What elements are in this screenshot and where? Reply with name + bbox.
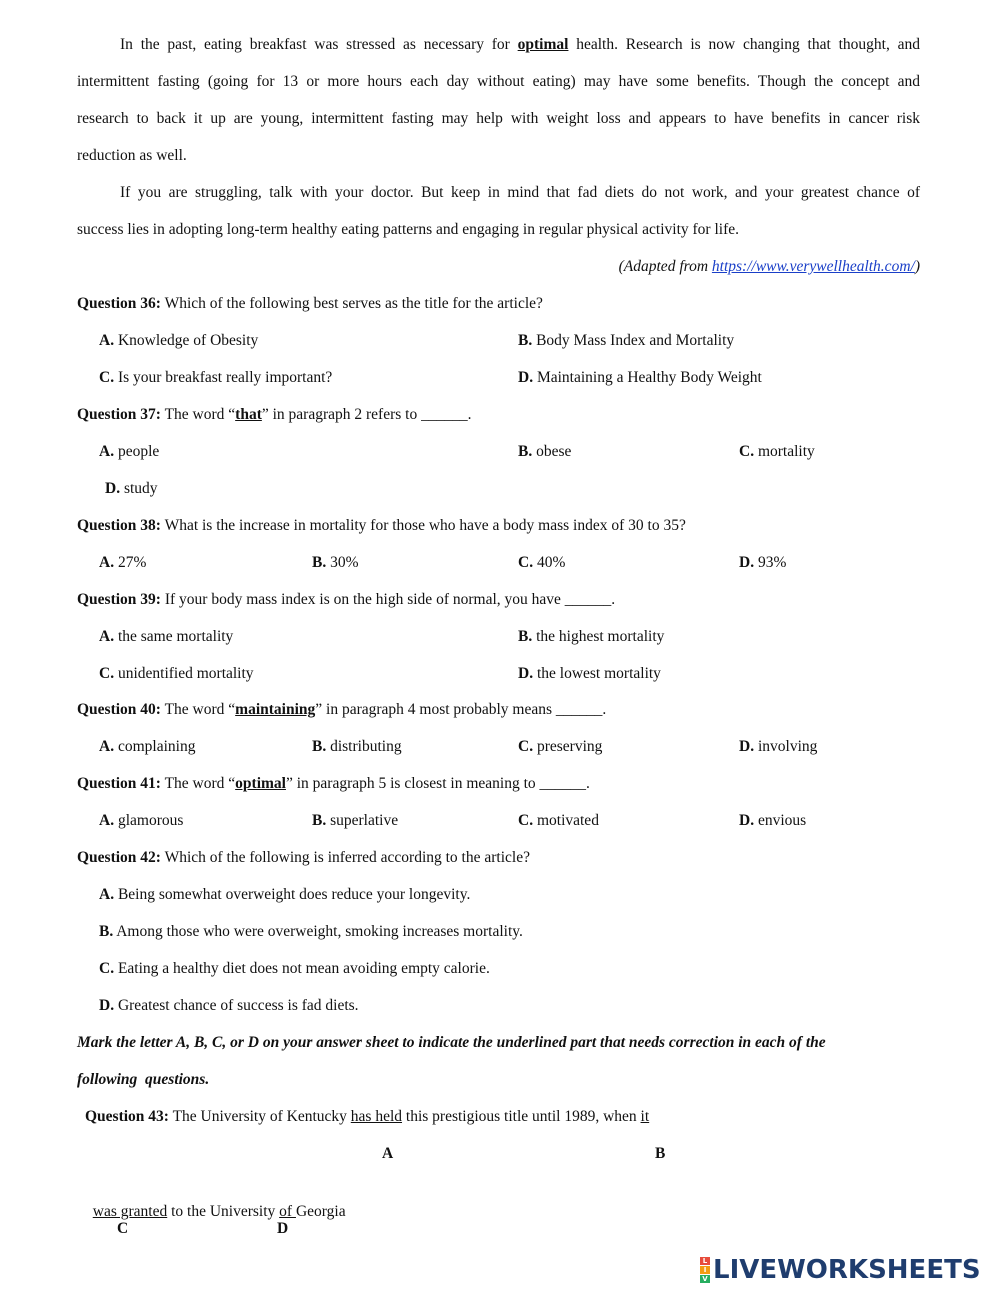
question-label: Question 43: [85, 1108, 169, 1125]
q36-option-a[interactable] [99, 331, 258, 351]
source-prefix: (Adapted from [618, 258, 712, 275]
question-stem: ” in paragraph 2 refers to ______. [261, 406, 472, 423]
option-letter: C. [518, 738, 534, 755]
q37-option-b[interactable] [518, 442, 571, 462]
q40-option-c[interactable] [518, 737, 602, 757]
passage-p6-line2: success lies in adopting long-term healthy eating patterns and engaging in regular physical activity for life. [77, 221, 739, 238]
logo-blocks-icon [700, 1257, 710, 1283]
option-letter: A. [99, 554, 115, 571]
option-text: involving [754, 738, 818, 755]
option-text: mortality [754, 443, 815, 460]
passage-p6-line1: If you are struggling, talk with your doctor. But keep in mind that fad diets do not work, and your greatest chance of [120, 184, 920, 201]
question-43-line2 [85, 1182, 346, 1222]
q41-option-b[interactable] [312, 811, 398, 831]
logo-block: L [700, 1257, 710, 1265]
q43-underlined-d[interactable]: of [279, 1203, 296, 1220]
question-stem: this prestigious title until 1989, when [402, 1108, 641, 1125]
option-text: Knowledge of Obesity [114, 332, 259, 349]
q43-mark-b: B [655, 1145, 666, 1162]
question-41 [77, 774, 590, 794]
question-keyword: maintaining [235, 701, 316, 718]
question-stem: If your body mass index is on the high side of normal, you have ______. [160, 591, 616, 608]
option-letter: D. [518, 665, 534, 682]
q40-option-d[interactable] [739, 737, 817, 757]
option-letter: A. [99, 738, 115, 755]
section-instruction-line1: Mark the letter A, B, C, or D on your answer sheet to indicate the underlined part that needs correction in each of the [77, 1034, 826, 1051]
option-letter: B. [99, 923, 114, 940]
option-text: Is your breakfast really important? [114, 369, 333, 386]
question-stem: Which of the following best serves as the title for the article? [160, 295, 543, 312]
option-text: 27% [114, 554, 147, 571]
passage-p5-line1 [120, 35, 920, 55]
question-stem: The word “ [160, 775, 236, 792]
q38-option-d[interactable] [739, 553, 786, 573]
q38-option-c[interactable] [518, 553, 565, 573]
q39-option-c[interactable] [99, 664, 254, 684]
option-text: 93% [754, 554, 787, 571]
q40-option-b[interactable] [312, 737, 402, 757]
question-stem: ” in paragraph 5 is closest in meaning to ______. [285, 775, 590, 792]
q42-option-a[interactable] [99, 885, 470, 905]
q43-underlined-b[interactable]: it [640, 1108, 650, 1125]
q40-option-a[interactable] [99, 737, 195, 757]
option-letter: C. [99, 369, 115, 386]
option-letter: B. [518, 443, 533, 460]
option-letter: B. [312, 554, 327, 571]
q43-mark-d: D [277, 1220, 289, 1237]
option-text: 40% [533, 554, 566, 571]
option-text: Eating a healthy diet does not mean avoiding empty calorie. [114, 960, 490, 977]
option-text: glamorous [114, 812, 184, 829]
q43-mark-c: C [117, 1220, 129, 1237]
q37-option-a[interactable] [99, 442, 159, 462]
option-text: distributing [326, 738, 402, 755]
q39-option-a[interactable] [99, 627, 233, 647]
q43-underlined-a[interactable]: has held [350, 1108, 403, 1125]
question-keyword: that [235, 406, 262, 423]
logo-block: I [700, 1266, 710, 1274]
question-label: Question 42: [77, 849, 161, 866]
source-citation [619, 257, 920, 277]
q37-option-c[interactable] [739, 442, 815, 462]
option-letter: C. [518, 554, 534, 571]
q39-option-b[interactable] [518, 627, 664, 647]
question-label: Question 40: [77, 701, 161, 718]
question-stem: ” in paragraph 4 most probably means ______. [315, 701, 607, 718]
q41-option-d[interactable] [739, 811, 806, 831]
option-letter: D. [518, 369, 534, 386]
q39-option-d[interactable] [518, 664, 661, 684]
option-letter: C. [99, 960, 115, 977]
option-letter: D. [739, 738, 755, 755]
option-text: obese [532, 443, 572, 460]
q42-option-d[interactable] [99, 996, 359, 1016]
option-text: envious [754, 812, 807, 829]
question-label: Question 36: [77, 295, 161, 312]
question-39 [77, 590, 615, 610]
q36-option-b[interactable] [518, 331, 734, 351]
option-letter: D. [739, 554, 755, 571]
question-label: Question 37: [77, 406, 161, 423]
option-letter: D. [739, 812, 755, 829]
liveworksheets-logo [700, 1255, 981, 1285]
option-letter: D. [105, 480, 121, 497]
passage-p5-text: In the past, eating breakfast was stressed as necessary for [120, 36, 518, 53]
logo-text: LIVEWORKSHEETS [713, 1255, 981, 1285]
passage-p5-line3: research to back it up are young, intermittent fasting may help with weight loss and appears to have benefits in cancer risk [77, 110, 920, 127]
option-text: Among those who were overweight, smoking increases mortality. [113, 923, 523, 940]
option-text: Maintaining a Healthy Body Weight [533, 369, 762, 386]
question-stem: The word “ [160, 406, 236, 423]
passage-keyword-optimal: optimal [517, 36, 569, 53]
question-stem: Georgia [295, 1203, 346, 1220]
q38-option-a[interactable] [99, 553, 146, 573]
q37-option-d[interactable] [105, 479, 158, 499]
q36-option-d[interactable] [518, 368, 762, 388]
option-letter: B. [312, 738, 327, 755]
source-suffix: ) [914, 258, 920, 275]
question-stem: What is the increase in mortality for those who have a body mass index of 30 to 35? [160, 517, 686, 534]
question-38 [77, 516, 686, 536]
source-link[interactable]: https://www.verywellhealth.com/ [711, 258, 915, 275]
question-40 [77, 700, 606, 720]
q36-option-c[interactable] [99, 368, 332, 388]
question-label: Question 39: [77, 591, 161, 608]
question-43 [85, 1107, 649, 1127]
option-text: Body Mass Index and Mortality [532, 332, 735, 349]
question-stem: Which of the following is inferred according to the article? [160, 849, 530, 866]
option-text: superlative [326, 812, 399, 829]
option-letter: B. [312, 812, 327, 829]
option-letter: D. [99, 997, 115, 1014]
q41-option-c[interactable] [518, 811, 599, 831]
option-text: the lowest mortality [533, 665, 661, 682]
section-instruction-line2: following questions. [77, 1071, 210, 1088]
logo-block: V [700, 1275, 710, 1283]
question-37 [77, 405, 471, 425]
option-letter: B. [518, 332, 533, 349]
passage-p5-line4: reduction as well. [77, 147, 187, 164]
option-letter: A. [99, 812, 115, 829]
passage-p5-line2: intermittent fasting (going for 13 or more hours each day without eating) may have some benefits. Though the concept and [77, 73, 920, 90]
question-label: Question 41: [77, 775, 161, 792]
option-letter: C. [739, 443, 755, 460]
option-text: 30% [326, 554, 359, 571]
option-text: people [114, 443, 160, 460]
q43-mark-a: A [382, 1145, 394, 1162]
question-42 [77, 848, 530, 868]
option-text: complaining [114, 738, 196, 755]
option-text: study [120, 480, 158, 497]
q41-option-a[interactable] [99, 811, 183, 831]
option-letter: A. [99, 443, 115, 460]
question-keyword: optimal [235, 775, 286, 792]
q43-underlined-c[interactable]: was granted [92, 1203, 168, 1220]
option-text: motivated [533, 812, 599, 829]
option-letter: A. [99, 628, 115, 645]
option-text: the same mortality [114, 628, 234, 645]
option-text: Being somewhat overweight does reduce your longevity. [114, 886, 471, 903]
question-stem: The University of Kentucky [168, 1108, 351, 1125]
option-letter: A. [99, 332, 115, 349]
question-36 [77, 294, 543, 314]
q42-option-b[interactable] [99, 922, 523, 942]
q38-option-b[interactable] [312, 553, 359, 573]
option-letter: A. [99, 886, 115, 903]
option-letter: C. [99, 665, 115, 682]
option-text: preserving [533, 738, 603, 755]
q42-option-c[interactable] [99, 959, 490, 979]
option-letter: C. [518, 812, 534, 829]
question-label: Question 38: [77, 517, 161, 534]
question-stem: The word “ [160, 701, 236, 718]
option-text: unidentified mortality [114, 665, 254, 682]
passage-p5-text: health. Research is now changing that thought, and [568, 36, 920, 53]
option-text: the highest mortality [532, 628, 665, 645]
option-letter: B. [518, 628, 533, 645]
question-stem: to the University [167, 1203, 280, 1220]
option-text: Greatest chance of success is fad diets. [114, 997, 359, 1014]
